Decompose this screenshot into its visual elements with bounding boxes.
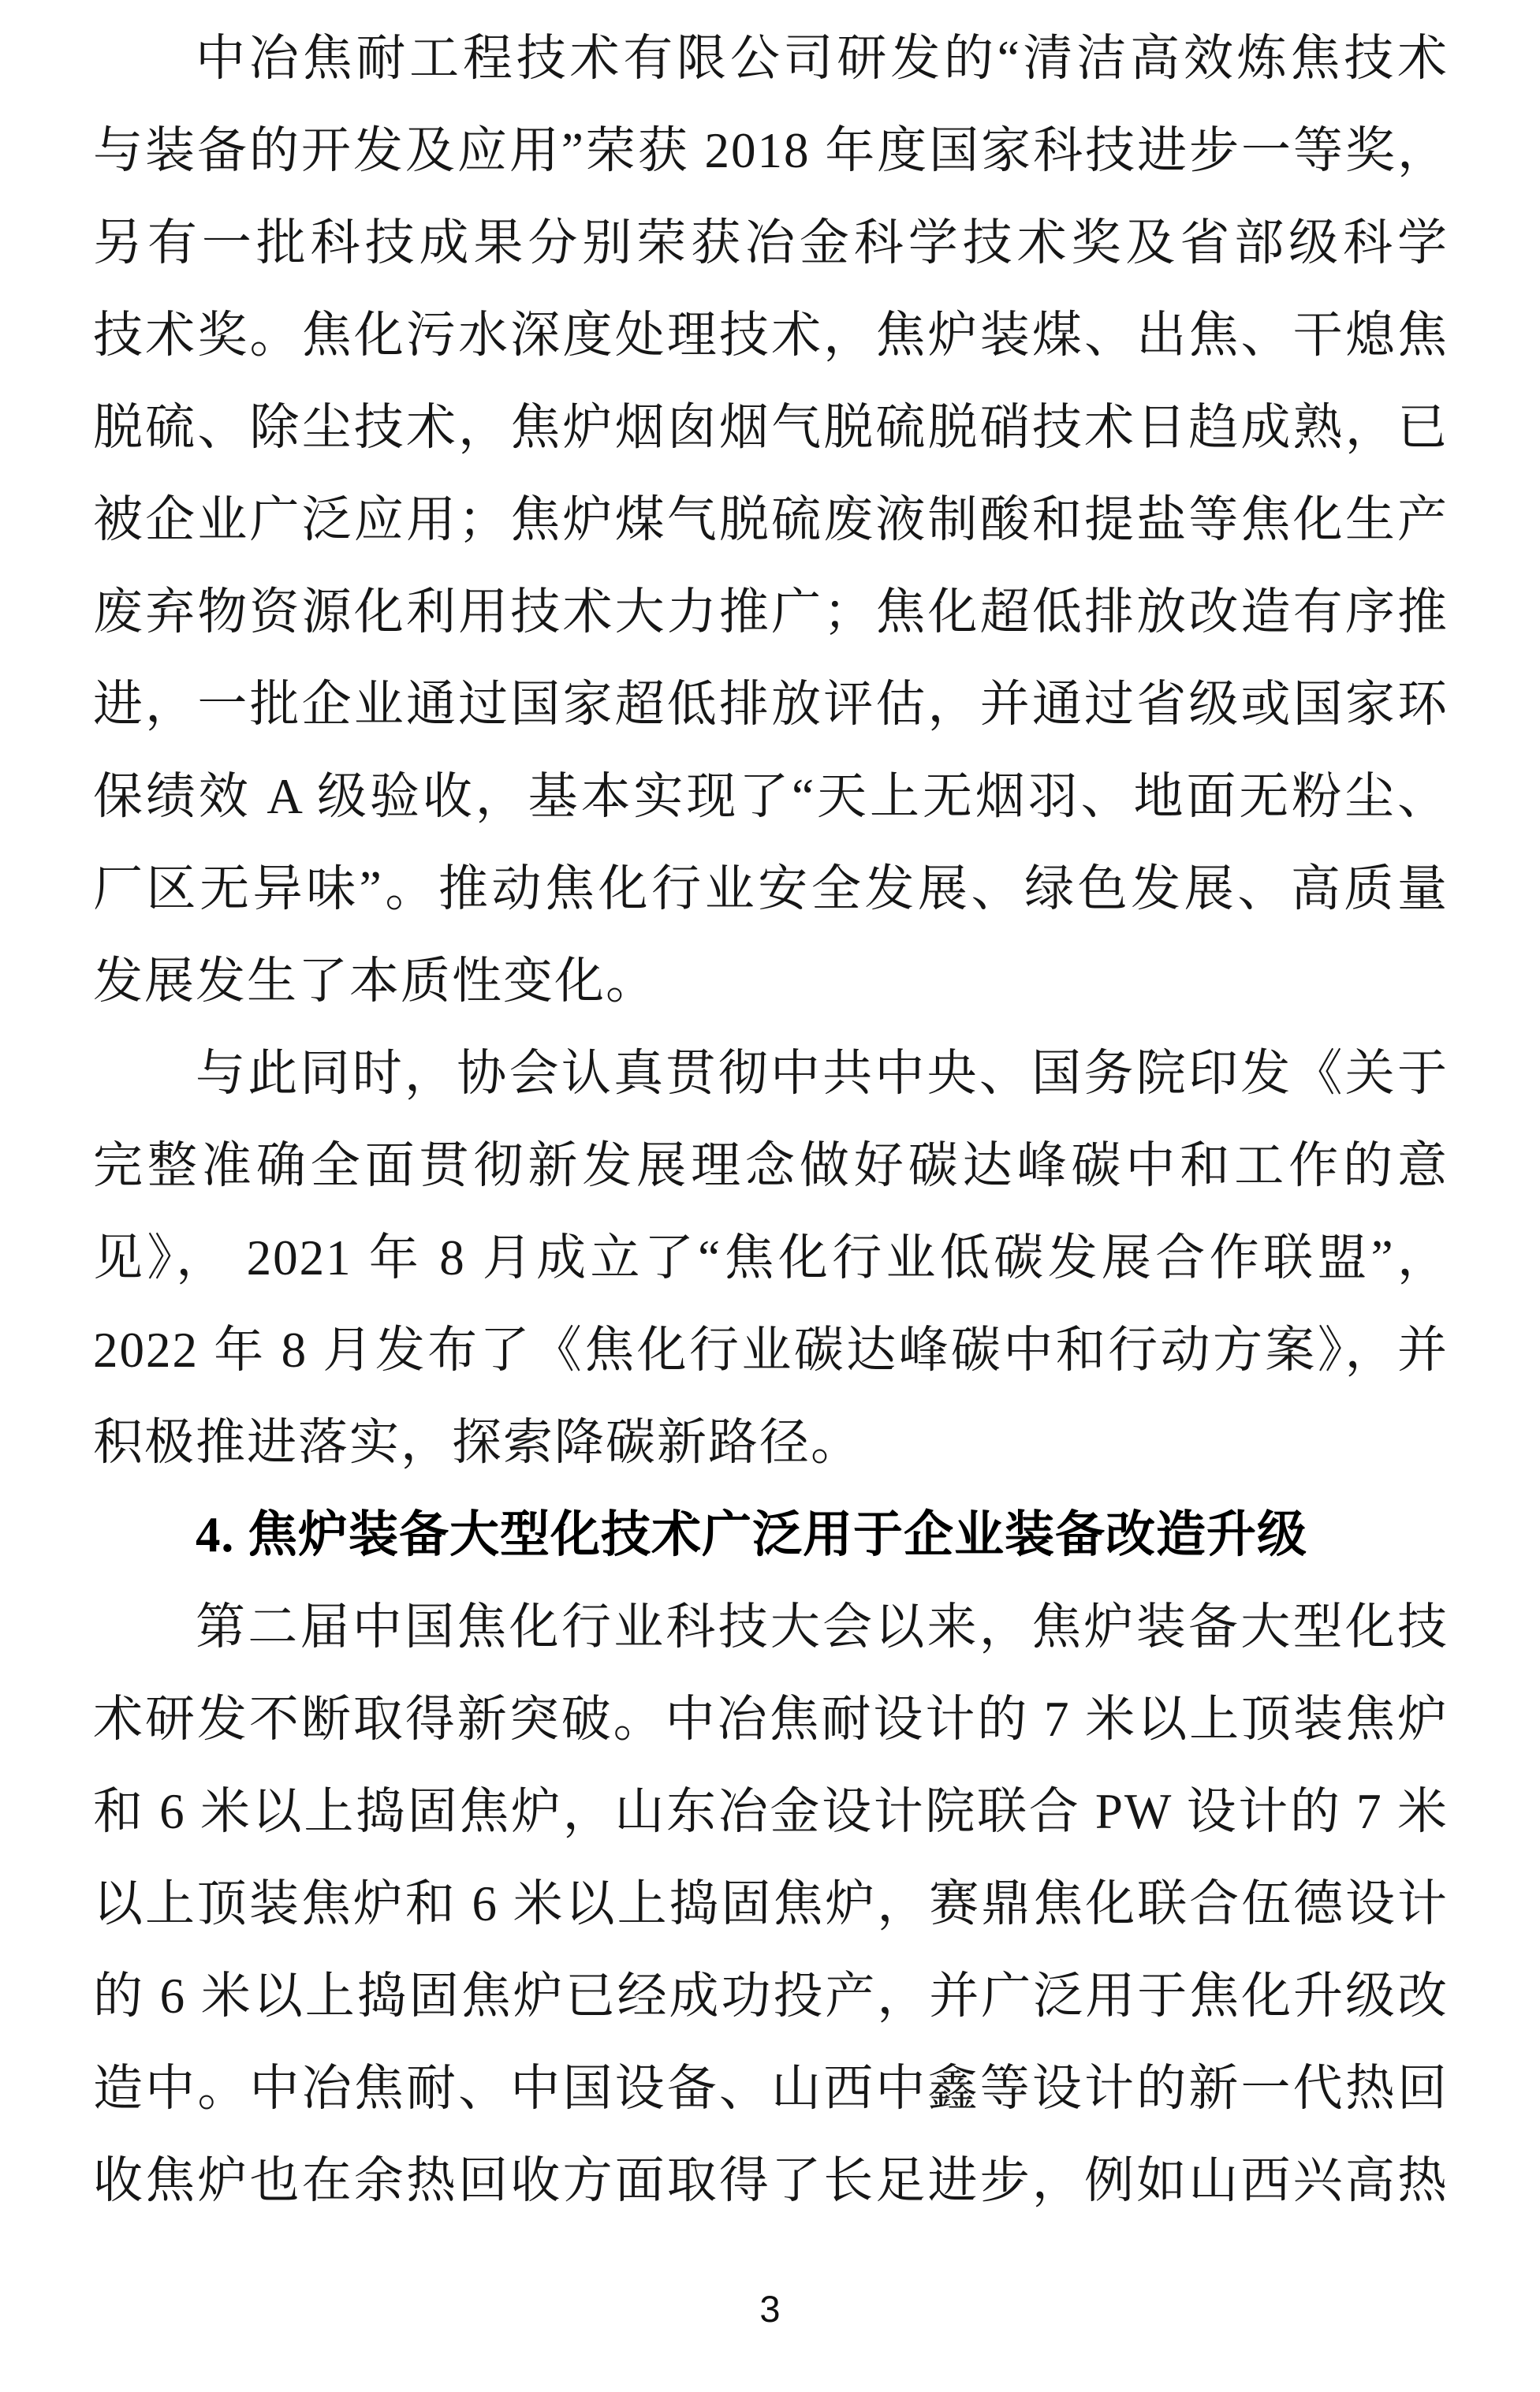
paragraph-end-line: 发展发生了本质性变化。 xyxy=(93,953,657,1009)
section-heading-4: 4. 焦炉装备大型化技术广泛用于企业装备改造升级 xyxy=(196,1507,1307,1562)
text-line: 收焦炉也在余热回收方面取得了长足进步，例如山西兴高热 xyxy=(93,2153,1449,2208)
text-line: 保绩效 A 级验收，基本实现了“天上无烟羽、地面无粉尘、 xyxy=(93,769,1449,824)
text-line: 造中。中冶焦耐、中国设备、山西中鑫等设计的新一代热回 xyxy=(93,2061,1449,2116)
text-line: 厂区无异味”。推动焦化行业安全发展、绿色发展、高质量 xyxy=(93,861,1449,916)
text-line: 见》， 2021 年 8 月成立了“焦化行业低碳发展合作联盟”， xyxy=(93,1230,1449,1286)
text-line: 完整准确全面贯彻新发展理念做好碳达峰碳中和工作的意 xyxy=(93,1138,1449,1193)
paragraph-end-line: 积极推进落实，探索降碳新路径。 xyxy=(93,1415,862,1470)
text-line: 与装备的开发及应用”荣获 2018 年度国家科技进步一等奖， xyxy=(93,123,1449,178)
text-body xyxy=(93,13,1449,2227)
paragraph-start-line: 与此同时，协会认真贯彻中共中央、国务院印发《关于 xyxy=(196,1046,1449,1101)
paragraph-start-line: 中冶焦耐工程技术有限公司研发的“清洁高效炼焦技术 xyxy=(196,31,1449,86)
text-line: 和 6 米以上捣固焦炉，山东冶金设计院联合 PW 设计的 7 米 xyxy=(93,1784,1449,1839)
paragraph-start-line: 第二届中国焦化行业科技大会以来，焦炉装备大型化技 xyxy=(196,1599,1449,1655)
page-number: 3 xyxy=(759,2288,781,2330)
text-line: 2022 年 8 月发布了《焦化行业碳达峰碳中和行动方案》，并 xyxy=(93,1323,1449,1378)
text-line: 技术奖。焦化污水深度处理技术，焦炉装煤、出焦、干熄焦 xyxy=(93,308,1449,363)
text-line: 的 6 米以上捣固焦炉已经成功投产，并广泛用于焦化升级改 xyxy=(93,1968,1449,2024)
text-line: 以上顶装焦炉和 6 米以上捣固焦炉，赛鼎焦化联合伍德设计 xyxy=(93,1876,1449,1931)
text-line: 被企业广泛应用；焦炉煤气脱硫废液制酸和提盐等焦化生产 xyxy=(93,492,1449,547)
text-line: 另有一批科技成果分别荣获冶金科学技术奖及省部级科学 xyxy=(93,215,1449,271)
text-line: 废弃物资源化利用技术大力推广；焦化超低排放改造有序推 xyxy=(93,584,1449,640)
text-line: 脱硫、除尘技术，焦炉烟囱烟气脱硫脱硝技术日趋成熟，已 xyxy=(93,400,1449,455)
text-line: 术研发不断取得新突破。中冶焦耐设计的 7 米以上顶装焦炉 xyxy=(93,1692,1449,1747)
text-line: 进，一批企业通过国家超低排放评估，并通过省级或国家环 xyxy=(93,677,1449,732)
